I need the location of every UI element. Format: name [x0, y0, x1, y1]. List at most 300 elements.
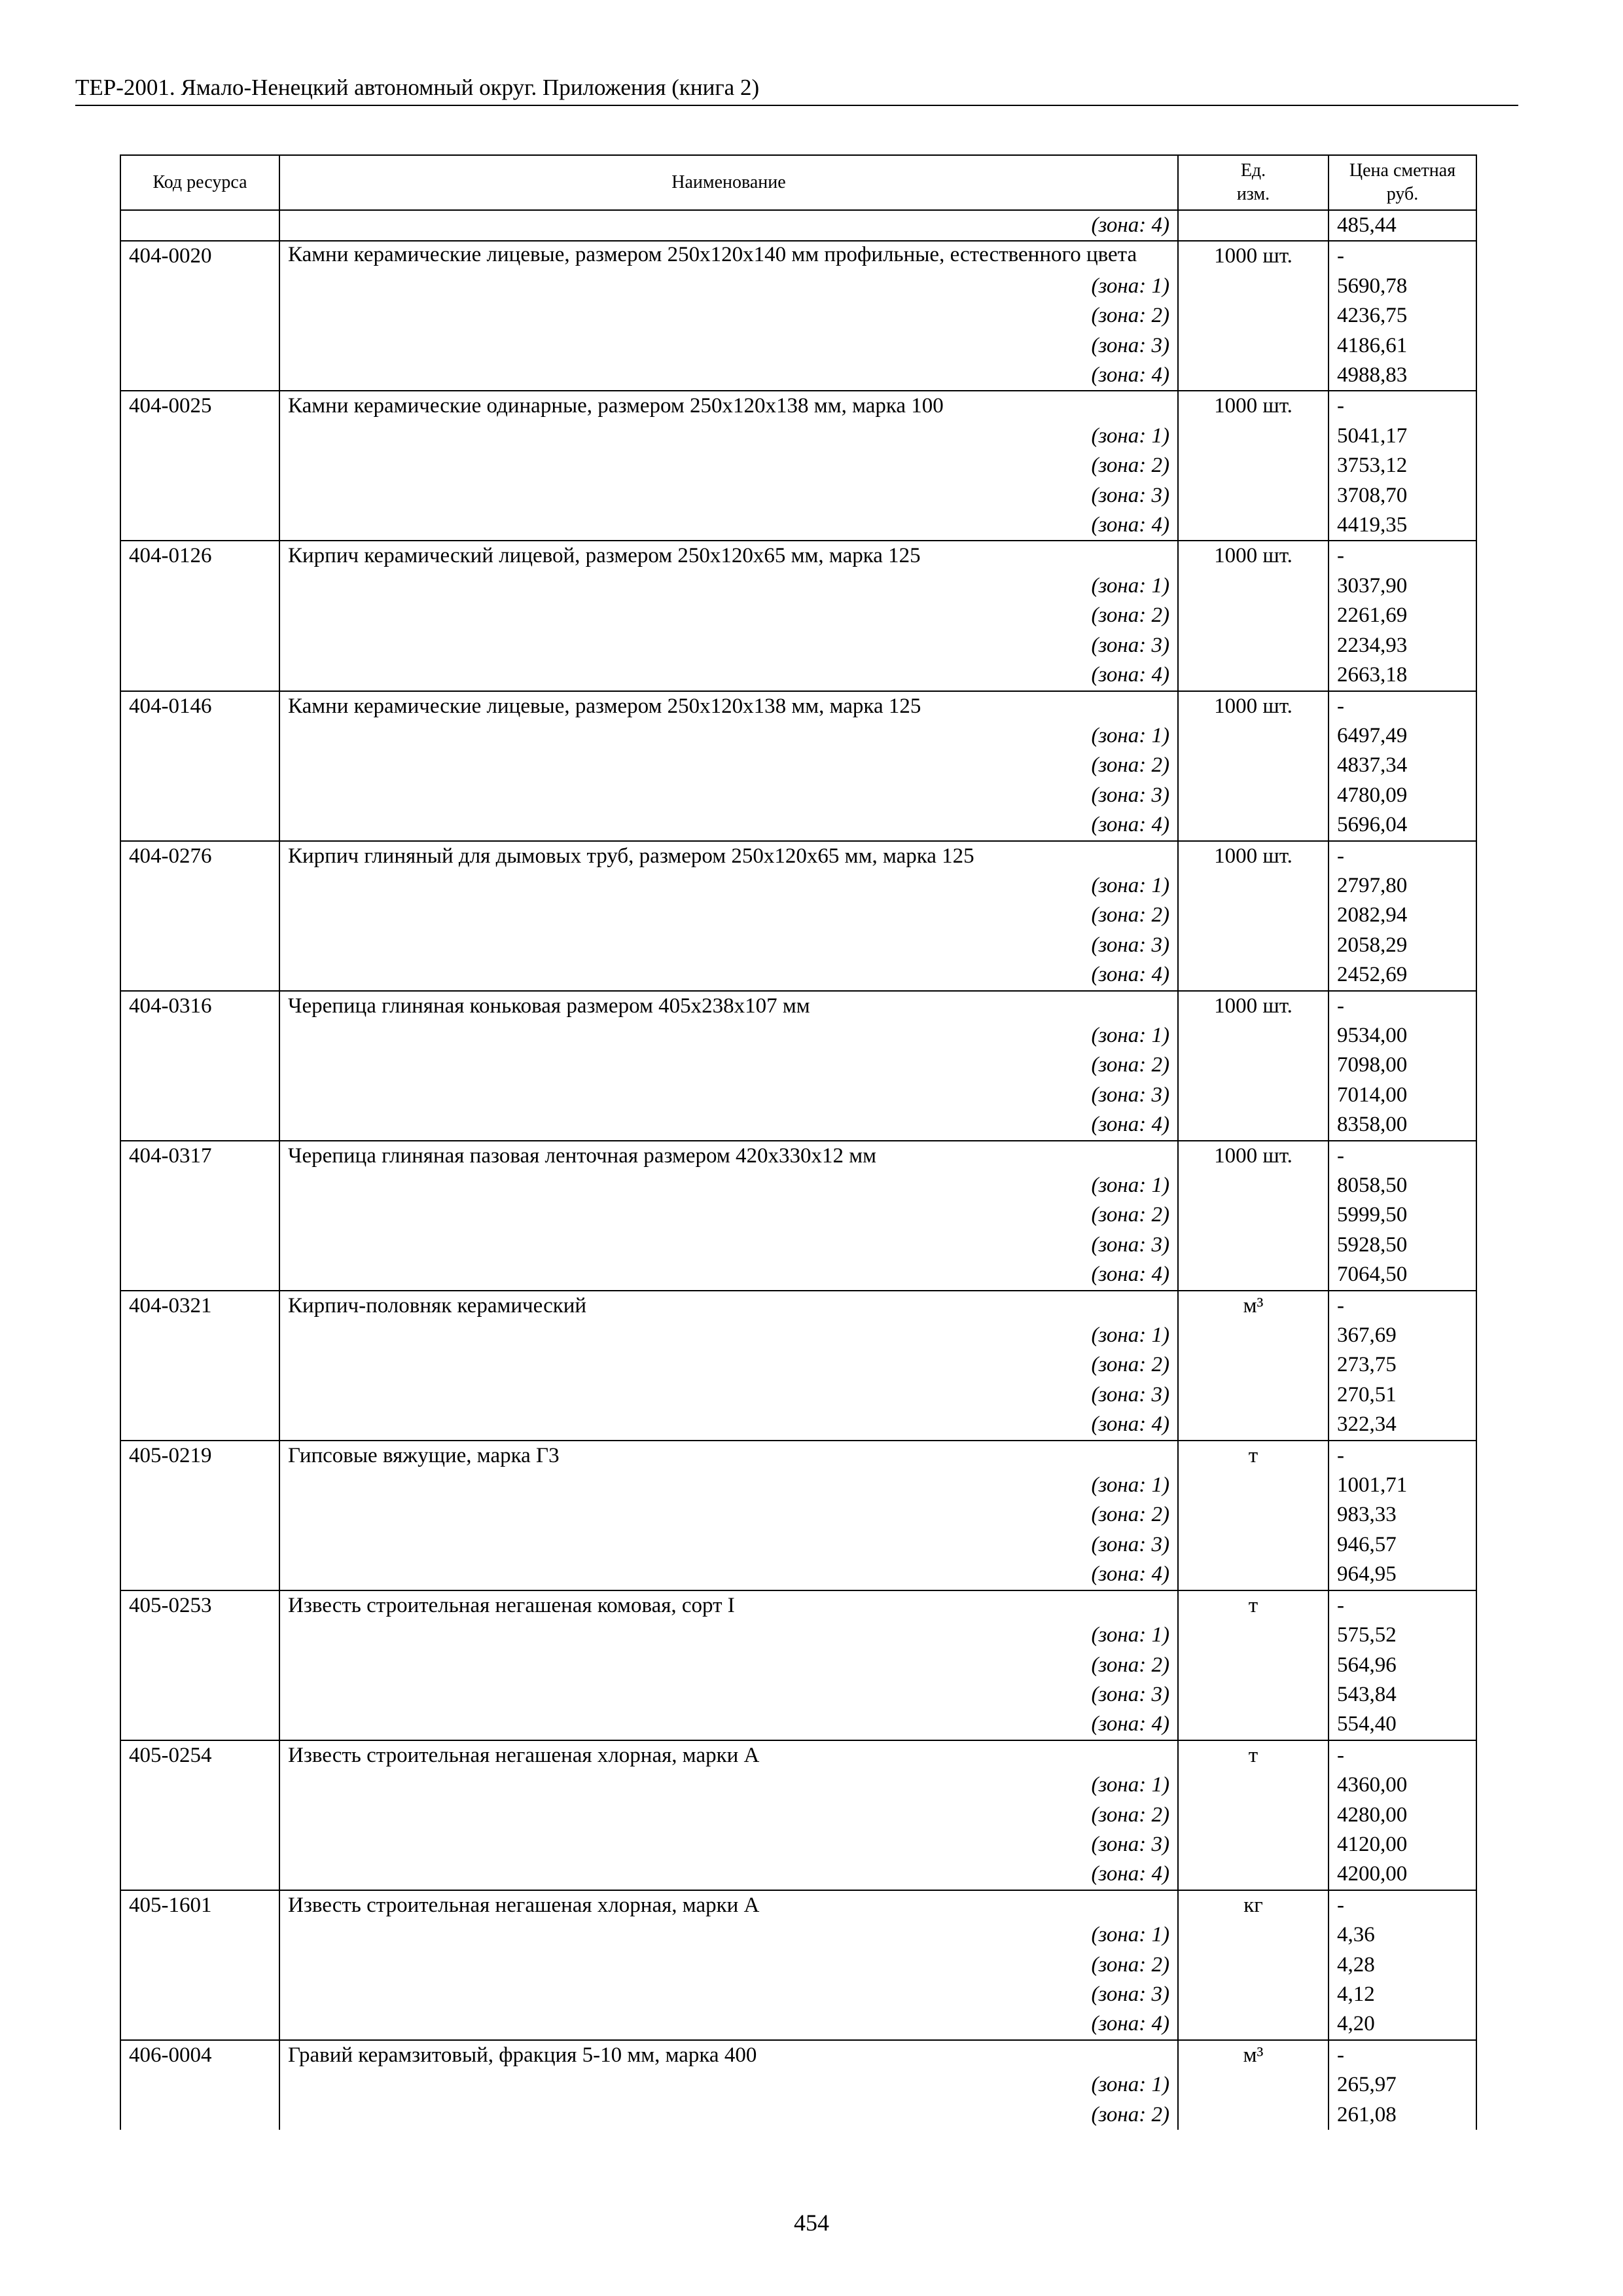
table-row: [120, 1590, 1476, 1621]
cell-code: [120, 1110, 279, 1140]
cell-price: 4988,83: [1329, 361, 1476, 391]
table-row: [120, 1350, 1476, 1380]
cell-unit: [1178, 1380, 1329, 1410]
cell-code: [120, 601, 279, 630]
column-header-name: Наименование: [279, 155, 1178, 210]
cell-price: 964,95: [1329, 1560, 1476, 1590]
cell-unit: 1000 шт.: [1178, 691, 1329, 721]
cell-zone: (зона: 1): [279, 1621, 1178, 1650]
cell-zone: (зона: 3): [279, 631, 1178, 660]
cell-code: [120, 1920, 279, 1950]
cell-code: 404-0126: [120, 541, 279, 571]
cell-price: 983,33: [1329, 1500, 1476, 1530]
cell-zone: (зона: 3): [279, 1830, 1178, 1859]
cell-unit: [1178, 571, 1329, 601]
resource-entry: [120, 1291, 1476, 1441]
table-row: [120, 1770, 1476, 1800]
price-table: [120, 154, 1477, 2130]
column-header-price-line1: Цена сметная: [1349, 160, 1456, 181]
resource-entry: [120, 391, 1476, 541]
cell-unit: [1178, 1350, 1329, 1380]
cell-price: -: [1329, 541, 1476, 571]
cell-code: [120, 1651, 279, 1680]
cell-code: [120, 1021, 279, 1050]
cell-unit: [1178, 331, 1329, 361]
cell-code: [120, 210, 279, 241]
cell-code: [120, 1171, 279, 1200]
table-row: [120, 1141, 1476, 1171]
resource-entry: [120, 1141, 1476, 1291]
cell-unit: 1000 шт.: [1178, 991, 1329, 1021]
table-row: [120, 241, 1476, 271]
table-row: [120, 391, 1476, 421]
cell-zone: (зона: 1): [279, 871, 1178, 901]
cell-unit: [1178, 871, 1329, 901]
cell-unit: [1178, 751, 1329, 780]
cell-code: 405-0254: [120, 1740, 279, 1770]
page-number: 454: [794, 2210, 829, 2236]
resource-entry: [120, 1590, 1476, 1740]
cell-zone: (зона: 1): [279, 272, 1178, 301]
cell-zone: (зона: 2): [279, 2100, 1178, 2130]
table-row: [120, 1500, 1476, 1530]
table-row: [120, 1441, 1476, 1471]
resource-entry: [120, 1441, 1476, 1590]
cell-price: 4,20: [1329, 2009, 1476, 2039]
table-row: [120, 1651, 1476, 1680]
cell-zone: (зона: 3): [279, 481, 1178, 511]
cell-unit: [1178, 2100, 1329, 2130]
cell-zone: (зона: 3): [279, 1980, 1178, 2009]
cell-code: 404-0316: [120, 991, 279, 1021]
cell-name: Камни керамические лицевые, размером 250x120x140 мм профильные, естественного цвета: [279, 241, 1178, 271]
table-row: [120, 721, 1476, 751]
cell-zone: (зона: 1): [279, 1321, 1178, 1350]
cell-price: -: [1329, 1141, 1476, 1171]
cell-zone: (зона: 2): [279, 601, 1178, 630]
cell-unit: [1178, 1830, 1329, 1859]
cell-code: [120, 331, 279, 361]
cell-unit: [1178, 1471, 1329, 1500]
table-row: [120, 2040, 1476, 2070]
cell-unit: [1178, 1859, 1329, 1890]
column-header-price: [1329, 155, 1476, 210]
cell-zone: (зона: 3): [279, 781, 1178, 810]
cell-unit: т: [1178, 1441, 1329, 1471]
cell-unit: [1178, 1171, 1329, 1200]
column-header-price-line2: руб.: [1386, 184, 1419, 204]
cell-price: 2082,94: [1329, 901, 1476, 930]
table-row: [120, 691, 1476, 721]
cell-price: -: [1329, 1740, 1476, 1770]
table-row: [120, 272, 1476, 301]
cell-price: 4236,75: [1329, 301, 1476, 331]
cell-price: -: [1329, 841, 1476, 871]
cell-zone: (зона: 3): [279, 931, 1178, 960]
column-header-code: Код ресурса: [120, 155, 279, 210]
cell-price: 485,44: [1329, 210, 1476, 241]
cell-code: [120, 1950, 279, 1980]
cell-zone: (зона: 1): [279, 422, 1178, 451]
table-row: [120, 1680, 1476, 1710]
cell-code: [120, 1560, 279, 1590]
cell-price: 261,08: [1329, 2100, 1476, 2130]
cell-price: -: [1329, 691, 1476, 721]
table-row: [120, 991, 1476, 1021]
cell-zone: (зона: 2): [279, 1500, 1178, 1530]
cell-zone: (зона: 2): [279, 751, 1178, 780]
cell-price: 3753,12: [1329, 451, 1476, 480]
cell-unit: [1178, 1710, 1329, 1740]
table-row: [120, 1260, 1476, 1290]
cell-unit: 1000 шт.: [1178, 841, 1329, 871]
table-row: [120, 511, 1476, 541]
column-header-unit-line1: Ед.: [1240, 160, 1266, 181]
cell-zone: (зона: 2): [279, 1651, 1178, 1680]
cell-price: 8358,00: [1329, 1110, 1476, 1140]
cell-unit: [1178, 601, 1329, 630]
cell-name: Известь строительная негашеная хлорная, марки А: [279, 1740, 1178, 1770]
cell-price: 7064,50: [1329, 1260, 1476, 1290]
cell-price: 2452,69: [1329, 960, 1476, 990]
table-row: [120, 1171, 1476, 1200]
cell-code: 404-0146: [120, 691, 279, 721]
cell-price: 367,69: [1329, 1321, 1476, 1350]
cell-price: 2234,93: [1329, 631, 1476, 660]
cell-code: [120, 2100, 279, 2130]
cell-code: [120, 1830, 279, 1859]
cell-price: -: [1329, 991, 1476, 1021]
cell-zone: (зона: 4): [279, 660, 1178, 691]
table-row: [120, 1050, 1476, 1080]
cell-zone: (зона: 4): [279, 1560, 1178, 1590]
cell-zone: (зона: 4): [279, 210, 1178, 241]
table-row: [120, 2100, 1476, 2130]
column-header-unit: [1178, 155, 1329, 210]
cell-zone: (зона: 3): [279, 1680, 1178, 1710]
cell-code: [120, 1321, 279, 1350]
cell-unit: [1178, 1530, 1329, 1560]
cell-zone: (зона: 3): [279, 1081, 1178, 1110]
cell-price: 946,57: [1329, 1530, 1476, 1560]
table-header-row: [120, 155, 1476, 210]
cell-zone: (зона: 4): [279, 1859, 1178, 1890]
table-row: [120, 451, 1476, 480]
column-header-unit-line2: изм.: [1236, 184, 1270, 204]
resource-entry: [120, 841, 1476, 991]
cell-price: 4,36: [1329, 1920, 1476, 1950]
cell-zone: (зона: 2): [279, 1200, 1178, 1230]
cell-code: [120, 1530, 279, 1560]
cell-code: [120, 781, 279, 810]
cell-zone: (зона: 4): [279, 361, 1178, 391]
cell-unit: [1178, 1500, 1329, 1530]
cell-unit: [1178, 781, 1329, 810]
cell-price: 7014,00: [1329, 1081, 1476, 1110]
cell-price: 270,51: [1329, 1380, 1476, 1410]
cell-price: 4419,35: [1329, 511, 1476, 541]
table-row: [120, 960, 1476, 990]
table-row: [120, 631, 1476, 660]
cell-unit: [1178, 1920, 1329, 1950]
cell-zone: (зона: 2): [279, 1050, 1178, 1080]
cell-price: 4837,34: [1329, 751, 1476, 780]
cell-code: 404-0020: [120, 241, 279, 271]
cell-price: 5928,50: [1329, 1230, 1476, 1260]
cell-zone: (зона: 4): [279, 810, 1178, 840]
cell-unit: [1178, 721, 1329, 751]
cell-zone: (зона: 1): [279, 571, 1178, 601]
table-row: [120, 541, 1476, 571]
cell-price: 2663,18: [1329, 660, 1476, 691]
cell-code: [120, 871, 279, 901]
table-row: [120, 1530, 1476, 1560]
cell-name: Гравий керамзитовый, фракция 5-10 мм, марка 400: [279, 2040, 1178, 2070]
cell-price: 3708,70: [1329, 481, 1476, 511]
resource-entry: [120, 691, 1476, 841]
cell-unit: [1178, 1200, 1329, 1230]
cell-code: [120, 1380, 279, 1410]
cell-unit: м³: [1178, 2040, 1329, 2070]
cell-price: 4120,00: [1329, 1830, 1476, 1859]
cell-price: 9534,00: [1329, 1021, 1476, 1050]
table-row: [120, 1830, 1476, 1859]
cell-price: 5696,04: [1329, 810, 1476, 840]
table-row: [120, 1710, 1476, 1740]
cell-code: [120, 361, 279, 391]
cell-unit: [1178, 1230, 1329, 1260]
cell-code: [120, 931, 279, 960]
resource-entry: [120, 2040, 1476, 2130]
cell-unit: 1000 шт.: [1178, 391, 1329, 421]
table-row: [120, 2009, 1476, 2039]
cell-price: 1001,71: [1329, 1471, 1476, 1500]
table-row: [120, 481, 1476, 511]
cell-unit: [1178, 1021, 1329, 1050]
cell-price: 5041,17: [1329, 422, 1476, 451]
table-row: [120, 601, 1476, 630]
cell-price: -: [1329, 1441, 1476, 1471]
cell-unit: [1178, 451, 1329, 480]
cell-code: [120, 2009, 279, 2039]
table-row: [120, 1890, 1476, 1920]
table-row: [120, 301, 1476, 331]
cell-code: [120, 1200, 279, 1230]
resource-entry: [120, 1740, 1476, 1890]
table-row: [120, 1110, 1476, 1140]
cell-zone: (зона: 3): [279, 331, 1178, 361]
cell-zone: (зона: 4): [279, 1260, 1178, 1290]
table-row: [120, 810, 1476, 840]
cell-code: [120, 422, 279, 451]
cell-unit: [1178, 631, 1329, 660]
cell-name: Кирпич керамический лицевой, размером 250x120x65 мм, марка 125: [279, 541, 1178, 571]
table-row: [120, 1380, 1476, 1410]
cell-zone: (зона: 1): [279, 2070, 1178, 2100]
cell-price: 273,75: [1329, 1350, 1476, 1380]
table-row: [120, 1859, 1476, 1890]
cell-price: 2261,69: [1329, 601, 1476, 630]
cell-code: [120, 1500, 279, 1530]
cell-unit: [1178, 1770, 1329, 1800]
cell-unit: [1178, 901, 1329, 930]
cell-price: -: [1329, 2040, 1476, 2070]
table-row: [120, 1621, 1476, 1650]
cell-unit: [1178, 660, 1329, 691]
table-row: [120, 210, 1476, 241]
table-row: [120, 1230, 1476, 1260]
cell-unit: [1178, 1651, 1329, 1680]
cell-zone: (зона: 3): [279, 1380, 1178, 1410]
cell-price: 2058,29: [1329, 931, 1476, 960]
cell-unit: [1178, 1260, 1329, 1290]
cell-price: 5999,50: [1329, 1200, 1476, 1230]
cell-code: [120, 1770, 279, 1800]
cell-zone: (зона: 4): [279, 511, 1178, 541]
cell-price: 4,28: [1329, 1950, 1476, 1980]
cell-unit: [1178, 1410, 1329, 1440]
cell-unit: [1178, 2009, 1329, 2039]
cell-code: 405-0253: [120, 1590, 279, 1621]
cell-name: Кирпич-половняк керамический: [279, 1291, 1178, 1321]
cell-code: [120, 660, 279, 691]
cell-unit: [1178, 511, 1329, 541]
table-row: [120, 1920, 1476, 1950]
cell-price: 4360,00: [1329, 1770, 1476, 1800]
resource-entry: [120, 541, 1476, 691]
cell-name: Черепица глиняная коньковая размером 405x238x107 мм: [279, 991, 1178, 1021]
cell-price: 564,96: [1329, 1651, 1476, 1680]
cell-zone: (зона: 4): [279, 960, 1178, 990]
cell-code: [120, 1260, 279, 1290]
cell-code: [120, 1980, 279, 2009]
cell-price: 4,12: [1329, 1980, 1476, 2009]
cell-unit: кг: [1178, 1890, 1329, 1920]
cell-unit: 1000 шт.: [1178, 541, 1329, 571]
cell-unit: [1178, 210, 1329, 241]
cell-code: [120, 1471, 279, 1500]
cell-name: Черепица глиняная пазовая ленточная размером 420x330x12 мм: [279, 1141, 1178, 1171]
cell-code: 404-0321: [120, 1291, 279, 1321]
table-row: [120, 931, 1476, 960]
cell-zone: (зона: 2): [279, 1350, 1178, 1380]
cell-code: [120, 451, 279, 480]
cell-unit: [1178, 361, 1329, 391]
table-row: [120, 1801, 1476, 1830]
table-row: [120, 1021, 1476, 1050]
cell-zone: (зона: 2): [279, 451, 1178, 480]
table-row: [120, 781, 1476, 810]
cell-code: 405-1601: [120, 1890, 279, 1920]
cell-name: Гипсовые вяжущие, марка Г3: [279, 1441, 1178, 1471]
cell-code: [120, 301, 279, 331]
table-row: [120, 751, 1476, 780]
cell-price: 8058,50: [1329, 1171, 1476, 1200]
cell-zone: (зона: 4): [279, 1710, 1178, 1740]
cell-unit: [1178, 1621, 1329, 1650]
table-row: [120, 1471, 1476, 1500]
cell-code: [120, 721, 279, 751]
cell-unit: [1178, 1980, 1329, 2009]
cell-code: [120, 571, 279, 601]
cell-unit: [1178, 1321, 1329, 1350]
resource-entry: [120, 1890, 1476, 2040]
cell-name: Известь строительная негашеная хлорная, марки А: [279, 1890, 1178, 1920]
cell-unit: [1178, 960, 1329, 990]
table-row: [120, 2070, 1476, 2100]
resource-entry: [120, 241, 1476, 391]
table-row: [120, 871, 1476, 901]
resource-entry: [120, 991, 1476, 1141]
cell-unit: [1178, 1050, 1329, 1080]
cell-code: [120, 1230, 279, 1260]
cell-price: -: [1329, 1590, 1476, 1621]
cell-unit: [1178, 272, 1329, 301]
cell-code: [120, 960, 279, 990]
cell-unit: [1178, 481, 1329, 511]
cell-code: [120, 511, 279, 541]
cell-name: Кирпич глиняный для дымовых труб, размером 250x120x65 мм, марка 125: [279, 841, 1178, 871]
cell-zone: (зона: 3): [279, 1530, 1178, 1560]
cell-price: 554,40: [1329, 1710, 1476, 1740]
cell-unit: [1178, 301, 1329, 331]
table-row: [120, 1410, 1476, 1440]
cell-zone: (зона: 2): [279, 301, 1178, 331]
cell-code: [120, 810, 279, 840]
cell-zone: (зона: 2): [279, 901, 1178, 930]
cell-name: Камни керамические одинарные, размером 250x120x138 мм, марка 100: [279, 391, 1178, 421]
cell-zone: (зона: 2): [279, 1950, 1178, 1980]
table-row: [120, 1560, 1476, 1590]
cell-zone: (зона: 1): [279, 1471, 1178, 1500]
cell-price: 4780,09: [1329, 781, 1476, 810]
cell-zone: (зона: 4): [279, 2009, 1178, 2039]
cell-price: 322,34: [1329, 1410, 1476, 1440]
cell-code: 404-0276: [120, 841, 279, 871]
cell-name: Камни керамические лицевые, размером 250x120x138 мм, марка 125: [279, 691, 1178, 721]
cell-code: 404-0317: [120, 1141, 279, 1171]
cell-price: 265,97: [1329, 2070, 1476, 2100]
table-row: [120, 1950, 1476, 1980]
cell-price: 5690,78: [1329, 272, 1476, 301]
cell-unit: [1178, 422, 1329, 451]
cell-code: [120, 751, 279, 780]
cell-unit: [1178, 810, 1329, 840]
cell-unit: 1000 шт.: [1178, 241, 1329, 271]
cell-code: [120, 1859, 279, 1890]
cell-zone: (зона: 1): [279, 1021, 1178, 1050]
cell-code: [120, 1621, 279, 1650]
cell-unit: [1178, 931, 1329, 960]
table-row: [120, 1740, 1476, 1770]
table-row: [120, 841, 1476, 871]
cell-unit: 1000 шт.: [1178, 1141, 1329, 1171]
cell-code: 404-0025: [120, 391, 279, 421]
cell-zone: (зона: 1): [279, 1171, 1178, 1200]
table-row: [120, 1200, 1476, 1230]
cell-zone: (зона: 1): [279, 1920, 1178, 1950]
cell-price: -: [1329, 391, 1476, 421]
cell-unit: [1178, 1081, 1329, 1110]
cell-unit: м³: [1178, 1291, 1329, 1321]
cell-code: [120, 1410, 279, 1440]
cell-zone: (зона: 3): [279, 1230, 1178, 1260]
cell-code: [120, 272, 279, 301]
cell-price: 575,52: [1329, 1621, 1476, 1650]
table-row: [120, 1291, 1476, 1321]
cell-unit: [1178, 1801, 1329, 1830]
cell-unit: т: [1178, 1740, 1329, 1770]
